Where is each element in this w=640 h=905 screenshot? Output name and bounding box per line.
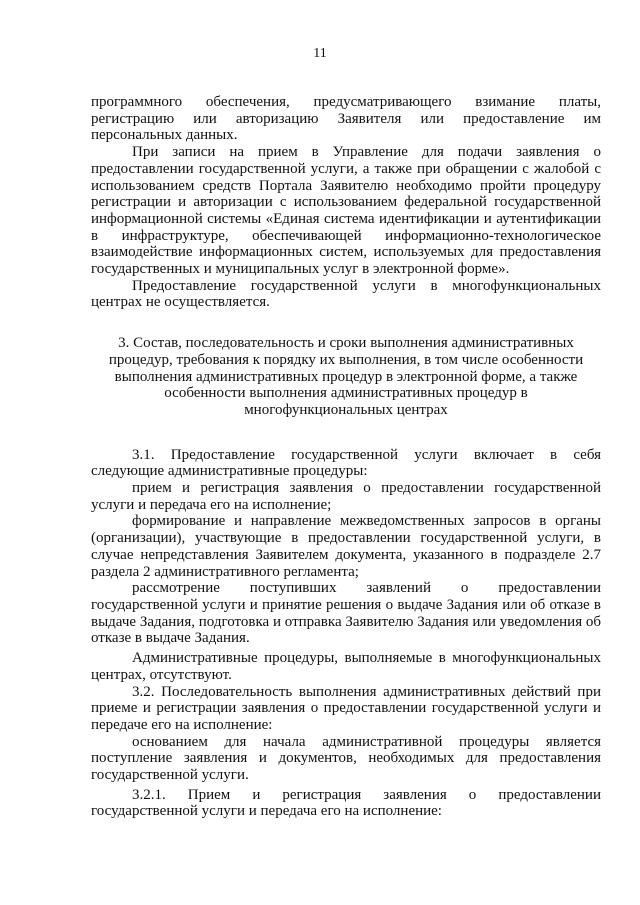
paragraph-continuation: программного обеспечения, предусматривающего взимание платы, регистрацию или авторизацию Заявителя или предоставление им персональных данных. <box>91 94 601 144</box>
list-item-reception: прием и регистрация заявления о предоставлении государственной услуги и передача его на исполнение; <box>91 480 601 513</box>
paragraph-portal-registration: При записи на прием в Управление для подачи заявления о предоставлении государственной услуги, а также при обращении с жалобой с использованием средств Портала Заявителю необходимо пройти процедуру регистрации и авторизации с использованием федеральной государственной информационной системы «Единая система идентификации и аутентификации в инфраструктуре, обеспечивающей информационно-технологическое взаимодействие информационных систем, используемых для предоставления государственных и муниципальных услуг в электронной форме». <box>91 144 601 278</box>
paragraph-mfc-note: Предоставление государственной услуги в многофункциональных центрах не осуществляется. <box>91 277 601 311</box>
paragraph-3-2: 3.2. Последовательность выполнения административных действий при приеме и регистрации заявления о предоставлении государственной услуги и передаче его на исполнение: <box>91 683 601 733</box>
page-number: 11 <box>313 46 327 61</box>
section-heading: 3. Состав, последовательность и сроки выполнения административных процедур, требования к порядку их выполнения, в том числе особенности выполнения административных процедур в электронной форме, а также особенности выполнения административных процедур в многофункциональных центрах <box>108 335 584 418</box>
paragraph-3-1: 3.1. Предоставление государственной услуги включает в себя следующие административные процедуры: <box>91 446 601 480</box>
paragraph-mfc-procedures: Административные процедуры, выполняемые в многофункциональных центрах, отсутствуют. <box>91 650 601 683</box>
list-item-review: рассмотрение поступивших заявлений о предоставлении государственной услуги и принятие решения о выдаче Задания или об отказе в выдаче Задания, подготовка и отправка Заявителю Задания или уведомления об отказе в выдаче Задания. <box>91 580 601 647</box>
paragraph-3-2-1: 3.2.1. Прием и регистрация заявления о предоставлении государственной услуги и передача его на исполнение: <box>91 786 601 820</box>
document-body <box>91 94 601 820</box>
list-item-interagency-requests: формирование и направление межведомственных запросов в органы (организации), участвующие в предоставлении государственной услуги, в случае непредставления Заявителем документа, указанного в подразделе 2.7 раздела 2 административного регламента; <box>91 513 601 580</box>
paragraph-basis: основанием для начала административной процедуры является поступление заявления и документов, необходимых для предоставления государственной услуги. <box>91 733 601 784</box>
